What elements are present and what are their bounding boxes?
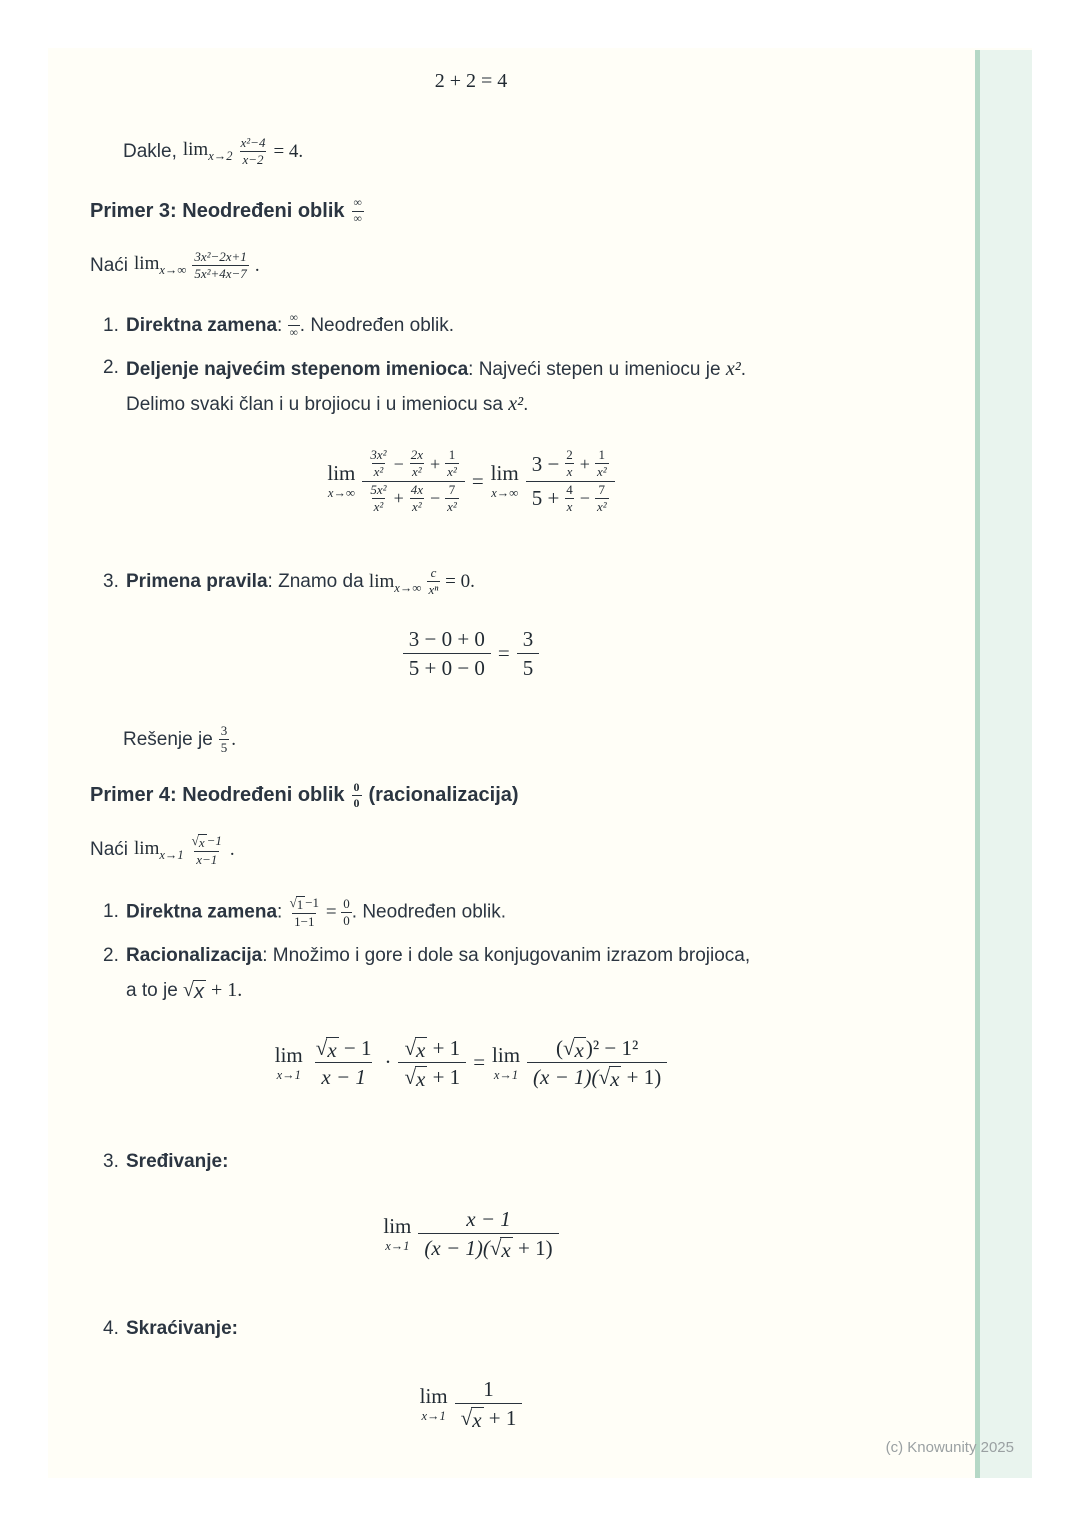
numerator bbox=[526, 448, 615, 481]
fraction bbox=[409, 483, 425, 515]
radical-sign: √ bbox=[183, 978, 195, 1001]
sqrt-x bbox=[563, 1037, 586, 1061]
item-line-1 bbox=[126, 940, 865, 973]
item-lead: Direktna zamena bbox=[126, 901, 278, 923]
radical-sign: √ bbox=[191, 833, 199, 848]
denominator: 5 bbox=[220, 740, 228, 756]
item-line-1 bbox=[126, 352, 865, 387]
sqrt-x bbox=[461, 1407, 484, 1431]
term-text: 5 + bbox=[531, 486, 560, 511]
plus-operator: + bbox=[430, 453, 441, 474]
radicand: x bbox=[574, 1038, 584, 1062]
numerator: 4 bbox=[566, 481, 573, 497]
numerator: x − 1 bbox=[466, 1207, 511, 1231]
list-item-text bbox=[126, 1313, 865, 1346]
limit-subscript: x→∞ bbox=[327, 485, 355, 500]
denominator-tail: + 1 bbox=[483, 1406, 517, 1431]
list-number: 4. bbox=[103, 1318, 119, 1339]
lim-text: lim bbox=[274, 1042, 303, 1067]
formula-evaluated-limit bbox=[90, 626, 852, 682]
formula-final bbox=[90, 1376, 852, 1432]
green-stripe bbox=[975, 50, 1032, 1478]
numerator-tail: −1 bbox=[305, 895, 320, 910]
radical-sign: √ bbox=[404, 1036, 417, 1060]
denominator bbox=[398, 1062, 466, 1090]
dakle-line bbox=[123, 136, 852, 168]
numerator: c bbox=[430, 565, 437, 581]
lim-text: lim bbox=[492, 1042, 521, 1067]
fraction bbox=[190, 834, 224, 867]
limit-symbol bbox=[274, 1042, 303, 1082]
limit-subscript: x→1 bbox=[276, 1067, 301, 1082]
fraction bbox=[368, 448, 388, 480]
denominator: x² bbox=[596, 498, 607, 514]
lim-text: lim bbox=[383, 1213, 412, 1238]
sqrt-x bbox=[192, 834, 207, 850]
denominator: x² bbox=[373, 464, 384, 480]
list-item-text bbox=[126, 1146, 865, 1179]
limit-subscript: x→∞ bbox=[159, 263, 187, 278]
numerator: 7 bbox=[598, 481, 606, 497]
fraction bbox=[445, 483, 459, 515]
primer4-item-1 bbox=[90, 896, 865, 929]
item-text: Delimo svaki član i u brojiocu i u imeniocu sa bbox=[126, 393, 509, 415]
denominator: ∞ bbox=[353, 212, 362, 225]
numerator: 2x bbox=[410, 447, 423, 462]
radical-sign: √ bbox=[404, 1065, 417, 1090]
fraction bbox=[564, 483, 575, 515]
item-lead: Primena pravila bbox=[126, 571, 268, 592]
numerator: 3 bbox=[220, 723, 228, 738]
primer3-item-3 bbox=[90, 566, 865, 600]
list-item-text bbox=[126, 310, 865, 343]
fraction bbox=[517, 626, 540, 682]
radical-sign: √ bbox=[598, 1065, 611, 1090]
minus-operator: − bbox=[579, 488, 590, 509]
math-x-squared: x² bbox=[508, 392, 524, 415]
item-line-2 bbox=[126, 387, 865, 422]
limit-symbol bbox=[492, 1042, 521, 1082]
denominator: 0 bbox=[353, 796, 360, 811]
radicand: x bbox=[194, 980, 205, 1003]
item-text: : Množimo i gore i dole sa konjugovanim izrazom brojioca, bbox=[262, 945, 751, 966]
denominator bbox=[455, 1403, 523, 1431]
radical-sign: √ bbox=[489, 1236, 502, 1261]
numerator: 7 bbox=[448, 481, 456, 497]
fraction bbox=[455, 1376, 523, 1432]
open-paren: ( bbox=[555, 1036, 563, 1060]
denominator: xⁿ bbox=[428, 582, 439, 598]
formula-division-by-x2 bbox=[90, 448, 852, 514]
fraction bbox=[288, 896, 321, 929]
denominator: x² bbox=[373, 498, 384, 514]
list-number: 1. bbox=[103, 901, 119, 922]
denominator bbox=[527, 1062, 667, 1090]
numerator-tail: −1 bbox=[206, 833, 222, 848]
radicand: x bbox=[501, 1238, 511, 1263]
numerator bbox=[190, 834, 224, 851]
limit-subscript: x→∞ bbox=[394, 581, 422, 595]
item-lead: Deljenje najvećim stepenom imenioca bbox=[126, 359, 469, 380]
term-text: 3 − bbox=[531, 451, 560, 476]
item-text: a to je bbox=[126, 979, 184, 1001]
radicand: x bbox=[327, 1038, 337, 1062]
period: . bbox=[254, 254, 260, 276]
plus-operator: + bbox=[579, 453, 590, 474]
denominator bbox=[418, 1233, 558, 1261]
numerator: 1 bbox=[598, 447, 606, 462]
footer-copyright: (c) Knowunity 2025 bbox=[885, 1439, 1014, 1456]
item-lead: Sređivanje: bbox=[126, 1151, 229, 1172]
denominator: 5x²+4x−7 bbox=[194, 266, 247, 282]
period: . bbox=[740, 359, 746, 380]
numerator-tail: − 1 bbox=[338, 1036, 372, 1060]
fraction bbox=[368, 483, 388, 515]
numerator: 5x² bbox=[370, 481, 387, 497]
denominator: x² bbox=[412, 498, 422, 514]
denominator: 1−1 bbox=[294, 913, 315, 929]
sqrt-x bbox=[599, 1066, 622, 1090]
list-item-text bbox=[126, 352, 865, 421]
heading-text: Primer 4: Neodređeni oblik bbox=[90, 784, 345, 807]
result-text: = 4. bbox=[273, 140, 304, 162]
limit-symbol: $\lim_{x\to 2}$ bbox=[182, 139, 233, 164]
limit-symbol bbox=[419, 1383, 448, 1423]
numerator: ∞ bbox=[289, 311, 298, 324]
primer3-item-1 bbox=[90, 310, 865, 343]
radicand: 1 bbox=[296, 897, 304, 912]
denominator: x−2 bbox=[242, 152, 264, 168]
equals-sign: = bbox=[497, 641, 510, 666]
radical-sign: √ bbox=[460, 1406, 473, 1431]
fraction bbox=[362, 448, 464, 514]
item-text: : bbox=[277, 901, 288, 923]
fraction bbox=[595, 483, 609, 515]
fraction bbox=[564, 448, 575, 480]
numerator: 3x²−2x+1 bbox=[194, 249, 247, 264]
limit-symbol bbox=[383, 1213, 412, 1253]
lim-text: lim bbox=[327, 460, 356, 485]
fraction bbox=[403, 626, 491, 682]
lim-text: lim bbox=[490, 460, 519, 485]
infinity-fraction bbox=[288, 312, 300, 340]
numerator: 1 bbox=[483, 1377, 494, 1401]
numerator-tail: + 1 bbox=[427, 1036, 461, 1060]
limit-subscript: x→2 bbox=[208, 149, 233, 164]
denominator: 5 bbox=[517, 653, 540, 681]
primer4-item-2 bbox=[90, 940, 865, 1007]
radical-sign: √ bbox=[289, 895, 297, 910]
item-lead: Skraćivanje: bbox=[126, 1318, 238, 1339]
numerator: x²−4 bbox=[240, 135, 266, 150]
plus-operator: + bbox=[393, 488, 404, 509]
limit-symbol bbox=[490, 460, 519, 500]
formula-rationalization bbox=[90, 1035, 852, 1091]
item-lead: Direktna zamena bbox=[126, 315, 278, 336]
limit-symbol bbox=[327, 460, 356, 500]
fraction bbox=[398, 1035, 466, 1091]
period: . bbox=[523, 393, 529, 415]
radicand: x bbox=[610, 1067, 620, 1092]
denominator: x bbox=[566, 464, 573, 480]
list-item-text bbox=[126, 566, 865, 600]
limit-symbol: $\lim_{x\to 1}$ bbox=[134, 837, 184, 862]
equals-sign: = bbox=[321, 901, 342, 923]
naci-text: Naći bbox=[90, 254, 129, 276]
numerator bbox=[288, 896, 321, 913]
list-number: 2. bbox=[103, 357, 119, 378]
item-text-tail: + 1. bbox=[206, 978, 243, 1001]
fraction bbox=[445, 448, 459, 480]
fraction bbox=[239, 136, 268, 168]
item-line-2 bbox=[126, 973, 865, 1008]
item-lead: Racionalizacija bbox=[126, 945, 263, 966]
sqrt-x bbox=[490, 1237, 513, 1261]
fraction bbox=[341, 897, 352, 929]
sqrt-x bbox=[404, 1037, 427, 1061]
item-text-tail: . Neodređen oblik. bbox=[299, 315, 454, 336]
lim-text: lim bbox=[419, 1383, 448, 1408]
item-text-tail: = 0. bbox=[440, 571, 475, 592]
limit-subscript: x→∞ bbox=[491, 485, 519, 500]
denominator bbox=[526, 481, 615, 515]
denominator-head: (x − 1)( bbox=[533, 1065, 599, 1090]
heading-text-2: (racionalizacija) bbox=[368, 784, 519, 807]
numerator: 1 bbox=[448, 447, 456, 462]
primer3-heading bbox=[90, 197, 852, 225]
denominator: x − 1 bbox=[315, 1062, 372, 1090]
primer4-item-3 bbox=[90, 1146, 865, 1179]
equals-sign: = bbox=[471, 468, 484, 493]
item-text-tail: . Neodređen oblik. bbox=[351, 901, 506, 923]
denominator: 0 bbox=[343, 912, 350, 928]
numerator: 4x bbox=[410, 481, 423, 497]
equation-text: 2 + 2 = 4 bbox=[434, 70, 508, 92]
denominator: ∞ bbox=[289, 327, 298, 340]
period: . bbox=[231, 728, 237, 750]
denominator: x² bbox=[412, 464, 422, 480]
resenje-text: Rešenje je bbox=[123, 728, 213, 750]
heading-text: Primer 3: Neodređeni oblik bbox=[90, 199, 345, 222]
fraction bbox=[595, 448, 609, 480]
radicand: x bbox=[198, 835, 205, 850]
denominator: x² bbox=[596, 464, 607, 480]
denominator: x−1 bbox=[196, 851, 218, 867]
dakle-text: Dakle, bbox=[123, 140, 177, 162]
item-text: : Najveći stepen u imeniocu je bbox=[468, 359, 726, 380]
list-number: 3. bbox=[103, 571, 119, 592]
numerator-tail: )² − 1² bbox=[585, 1036, 639, 1060]
limit-subscript: x→1 bbox=[385, 1238, 410, 1253]
multiplication-dot: · bbox=[384, 1050, 392, 1075]
fraction bbox=[409, 448, 425, 480]
fraction bbox=[310, 1035, 378, 1091]
fraction bbox=[527, 1035, 667, 1091]
numerator: 2 bbox=[566, 447, 573, 462]
sqrt-one bbox=[290, 896, 306, 912]
numerator: 0 bbox=[353, 780, 360, 794]
numerator: 0 bbox=[343, 895, 350, 911]
resenje-line bbox=[123, 724, 852, 756]
numerator bbox=[310, 1035, 378, 1062]
denominator-tail: + 1) bbox=[621, 1065, 662, 1090]
numerator bbox=[550, 1035, 644, 1062]
sqrt-x bbox=[183, 980, 206, 1003]
numerator: 3x² bbox=[370, 447, 387, 462]
denominator: 5 + 0 − 0 bbox=[403, 653, 491, 681]
fraction bbox=[418, 1206, 558, 1262]
denominator-tail: + 1 bbox=[427, 1065, 461, 1090]
list-number: 2. bbox=[103, 945, 119, 966]
list-number: 3. bbox=[103, 1151, 119, 1172]
primer4-heading bbox=[90, 781, 852, 810]
math-x-squared: x² bbox=[725, 358, 741, 380]
list-item-text bbox=[126, 896, 865, 929]
primer4-problem bbox=[90, 834, 852, 867]
radicand: x bbox=[472, 1408, 482, 1433]
limit-subscript: x→1 bbox=[159, 847, 184, 862]
formula-simplified bbox=[90, 1206, 852, 1262]
denominator bbox=[362, 481, 464, 515]
numerator bbox=[362, 448, 464, 481]
denominator: x² bbox=[447, 498, 457, 514]
limit-symbol: $\lim_{x\to\infty}$ bbox=[134, 253, 187, 278]
minus-operator: − bbox=[430, 488, 441, 509]
denominator-tail: + 1) bbox=[512, 1236, 553, 1261]
numerator bbox=[398, 1035, 466, 1062]
minus-operator: − bbox=[393, 453, 404, 474]
denominator-head: (x − 1)( bbox=[424, 1236, 490, 1261]
numerator: 3 − 0 + 0 bbox=[408, 627, 485, 651]
primer3-problem bbox=[90, 250, 852, 282]
naci-text: Naći bbox=[90, 839, 129, 861]
denominator: x² bbox=[447, 464, 457, 480]
list-item-text bbox=[126, 940, 865, 1007]
fraction bbox=[192, 250, 248, 282]
equals-sign: = bbox=[473, 1050, 486, 1075]
fraction bbox=[526, 448, 615, 514]
zero-fraction bbox=[352, 781, 362, 810]
sqrt-x bbox=[316, 1037, 339, 1061]
denominator: x bbox=[566, 498, 573, 514]
limit-symbol: $\lim_{x\to\infty}$ bbox=[368, 571, 422, 595]
primer4-item-4 bbox=[90, 1313, 865, 1346]
list-number: 1. bbox=[103, 315, 119, 336]
limit-subscript: x→1 bbox=[421, 1408, 446, 1423]
primer3-item-2 bbox=[90, 352, 865, 421]
numerator: ∞ bbox=[353, 197, 362, 209]
fraction bbox=[427, 566, 441, 598]
fraction bbox=[219, 724, 230, 756]
radicand: x bbox=[416, 1067, 426, 1092]
item-text: : Znamo da bbox=[267, 571, 369, 592]
top-formula bbox=[90, 70, 852, 93]
radical-sign: √ bbox=[315, 1036, 328, 1060]
radical-sign: √ bbox=[562, 1036, 575, 1060]
period: . bbox=[229, 839, 235, 861]
numerator: 3 bbox=[522, 627, 534, 651]
radicand: x bbox=[416, 1038, 426, 1062]
item-text: : bbox=[277, 315, 288, 336]
limit-subscript: x→1 bbox=[493, 1067, 519, 1082]
sqrt-x bbox=[404, 1066, 427, 1090]
infinity-fraction bbox=[352, 197, 364, 225]
